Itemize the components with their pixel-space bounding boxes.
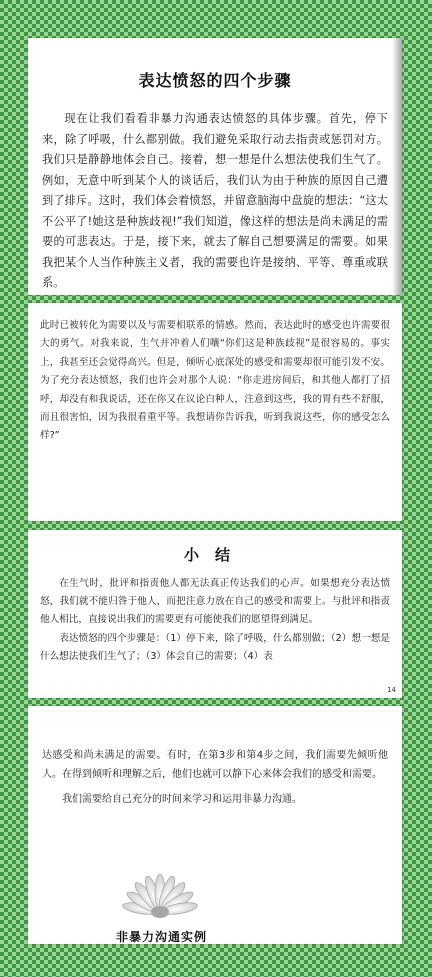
- scan-shadow: [392, 38, 402, 295]
- body-paragraph: 我们需要给自己充分的时间来学习和运用非暴力沟通。: [62, 794, 302, 805]
- page-panel-4: [28, 706, 402, 944]
- section-title: 表达愤怒的四个步骤: [138, 71, 292, 90]
- logo-caption: 非暴力沟通实例: [116, 930, 208, 944]
- page-panel-3: [28, 530, 402, 698]
- body-paragraph: 此时已被转化为需要以及与需要相联系的情感。然而，表达此时的感受也许需要很大的勇气。对我来说，生气并冲着人们嚷“你们这是种族歧视”是很容易的。事实上，我甚至还会觉得高兴。但是，倾听心底深处的感受和需要却很可能引发不安。为了充分表达愤怒，我们也许会对那个人说：“你走进房间后，和其他人都打了招呼，却没有和我说话，还在你又在议论白种人，注意到这些，我的胃有些不舒服，而且很害怕，因为我很看重平等。我想请你告诉我，听到我说这些，你的感受怎么样?”: [40, 320, 390, 442]
- body-paragraph: 现在让我们看看非暴力沟通表达愤怒的具体步骤。首先，停下来，除了呼吸，什么都别做。我们避免采取行动去指责或惩罚对方。我们只是静静地体会自己。接着，想一想是什么想法使我们生气了。例如，无意中听到某个人的谈话后，我们认为由于种族的原因自己遭到了排斥。这时，我们体会着愤怒，并留意脑海中盘旋的想法：“这太不公平了!她这是种族歧视!”我们知道，像这样的想法是尚未满足的需要的可悲表达。于是，接下来，就去了解自己想要满足的需要。如果我把某个人当作种族主义者，我的需要也许是接纳、平等、尊重或联系。: [42, 112, 388, 289]
- page-panel-2: [28, 303, 402, 521]
- section-title: 小结: [183, 546, 246, 564]
- page-panel-1: [28, 38, 402, 295]
- body-paragraph: 表达愤怒的四个步骤是：（1）停下来，除了呼吸，什么都别做；（2）想一想是什么想法使我们生气了；（3）体会自己的需要；（4）表: [40, 632, 390, 662]
- body-paragraph: 在生气时，批评和指责他人都无法真正传达我们的心声。如果想充分表达愤怒，我们就不能归咎于他人，而把注意力放在自己的感受和需要上。与批评和指责他人相比，直接说出我们的需要更有可能使我们的愿望得到满足。: [40, 578, 390, 626]
- body-paragraph: 达感受和尚未满足的需要。有时，在第3步和第4步之间，我们需要先倾听他人。在得到倾听和理解之后，他们也就可以静下心来体会我们的感受和需要。: [42, 750, 388, 780]
- page-number: 14: [387, 686, 396, 694]
- body-paragraph: [28, 294, 402, 296]
